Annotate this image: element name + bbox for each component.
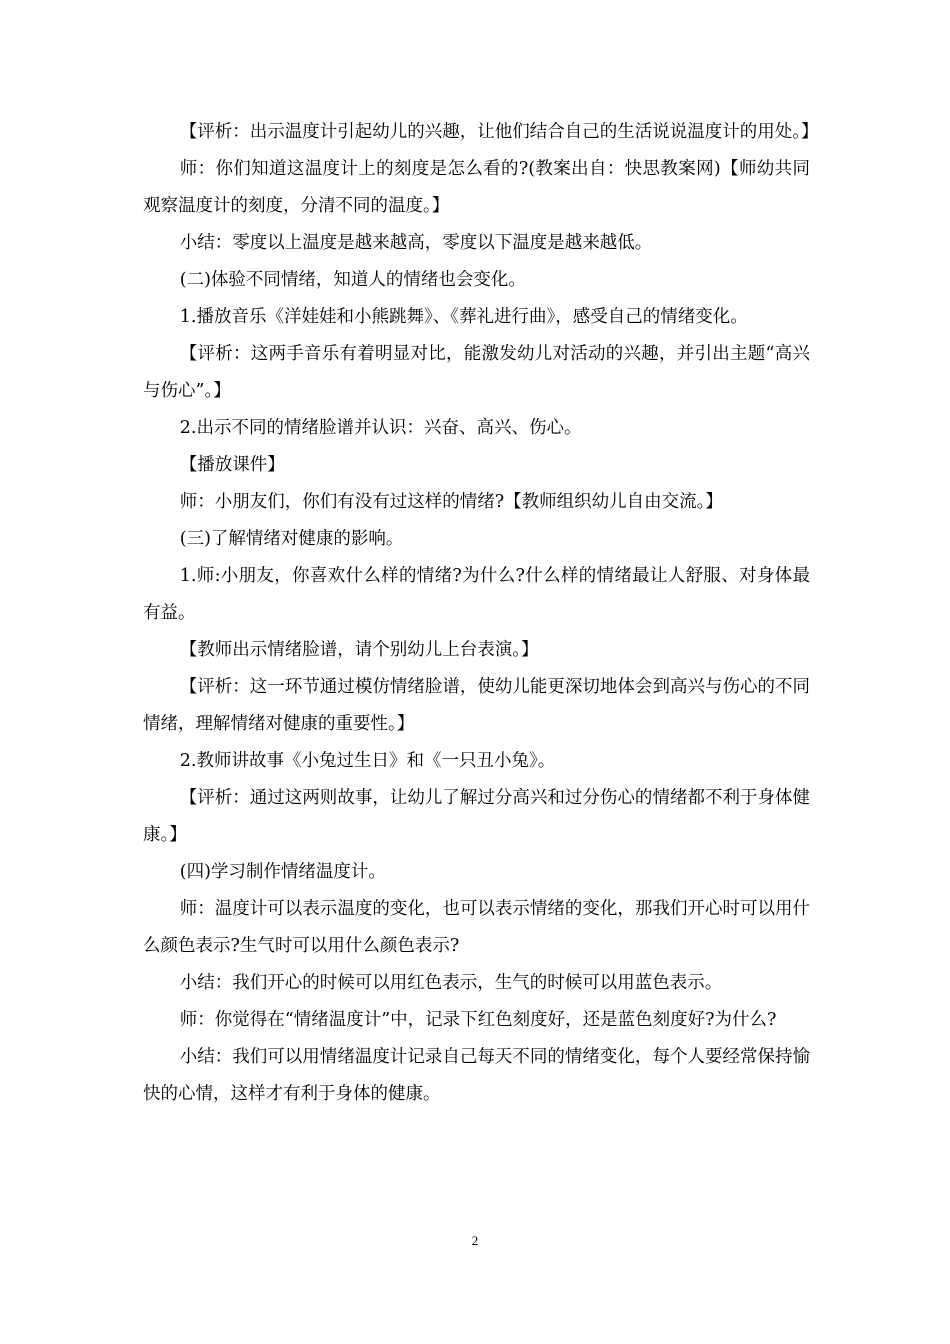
paragraph: 师：你觉得在“情绪温度计”中，记录下红色刻度好，还是蓝色刻度好?为什么?	[179, 1010, 777, 1030]
paragraph: 师：温度计可以表示温度的变化，也可以表示情绪的变化，那我们开心时可以用什么颜色表示?生气时可以用什么颜色表示?	[143, 899, 810, 956]
paragraph: 小结：我们开心的时候可以用红色表示，生气的时候可以用蓝色表示。	[179, 973, 723, 993]
paragraph: 1.播放音乐《洋娃娃和小熊跳舞》、《葬礼进行曲》，感受自己的情绪变化。	[179, 307, 748, 327]
paragraph: 2.出示不同的情绪脸谱并认识：兴奋、高兴、伤心。	[179, 418, 582, 438]
section-heading: (四)学习制作情绪温度计。	[179, 862, 386, 882]
paragraph: 【评析：出示温度计引起幼儿的兴趣，让他们结合自己的生活说说温度计的用处。】	[179, 122, 819, 142]
section-heading: (三)了解情绪对健康的影响。	[179, 529, 404, 549]
paragraph: 【评析：这两手音乐有着明显对比，能激发幼儿对活动的兴趣，并引出主题“高兴与伤心”。】	[143, 344, 810, 401]
paragraph: 【评析：这一环节通过模仿情绪脸谱，使幼儿能更深切地体会到高兴与伤心的不同情绪，理解情绪对健康的重要性。】	[143, 677, 810, 734]
paragraph: 【播放课件】	[179, 455, 285, 475]
paragraph: 1.师:小朋友，你喜欢什么样的情绪?为什么?什么样的情绪最让人舒服、对身体最有益。	[143, 566, 810, 623]
paragraph: 【教师出示情绪脸谱，请个别幼儿上台表演。】	[179, 640, 539, 660]
paragraph: 【评析：通过这两则故事，让幼儿了解过分高兴和过分伤心的情绪都不利于身体健康。】	[143, 788, 810, 845]
document-body	[143, 114, 819, 1113]
paragraph: 小结：我们可以用情绪温度计记录自己每天不同的情绪变化，每个人要经常保持愉快的心情，这样才有利于身体的健康。	[143, 1047, 810, 1104]
paragraph: 小结：零度以上温度是越来越高，零度以下温度是越来越低。	[179, 233, 653, 253]
page-number: 2	[471, 1233, 479, 1248]
paragraph: 2.教师讲故事《小兔过生日》和《一只丑小兔》。	[179, 751, 556, 771]
paragraph: 师：小朋友们，你们有没有过这样的情绪?【教师组织幼儿自由交流。】	[179, 492, 723, 512]
paragraph: 师：你们知道这温度计上的刻度是怎么看的?(教案出自：快思教案网)【师幼共同观察温度计的刻度，分清不同的温度。】	[143, 159, 810, 216]
section-heading: (二)体验不同情绪，知道人的情绪也会变化。	[179, 270, 526, 290]
